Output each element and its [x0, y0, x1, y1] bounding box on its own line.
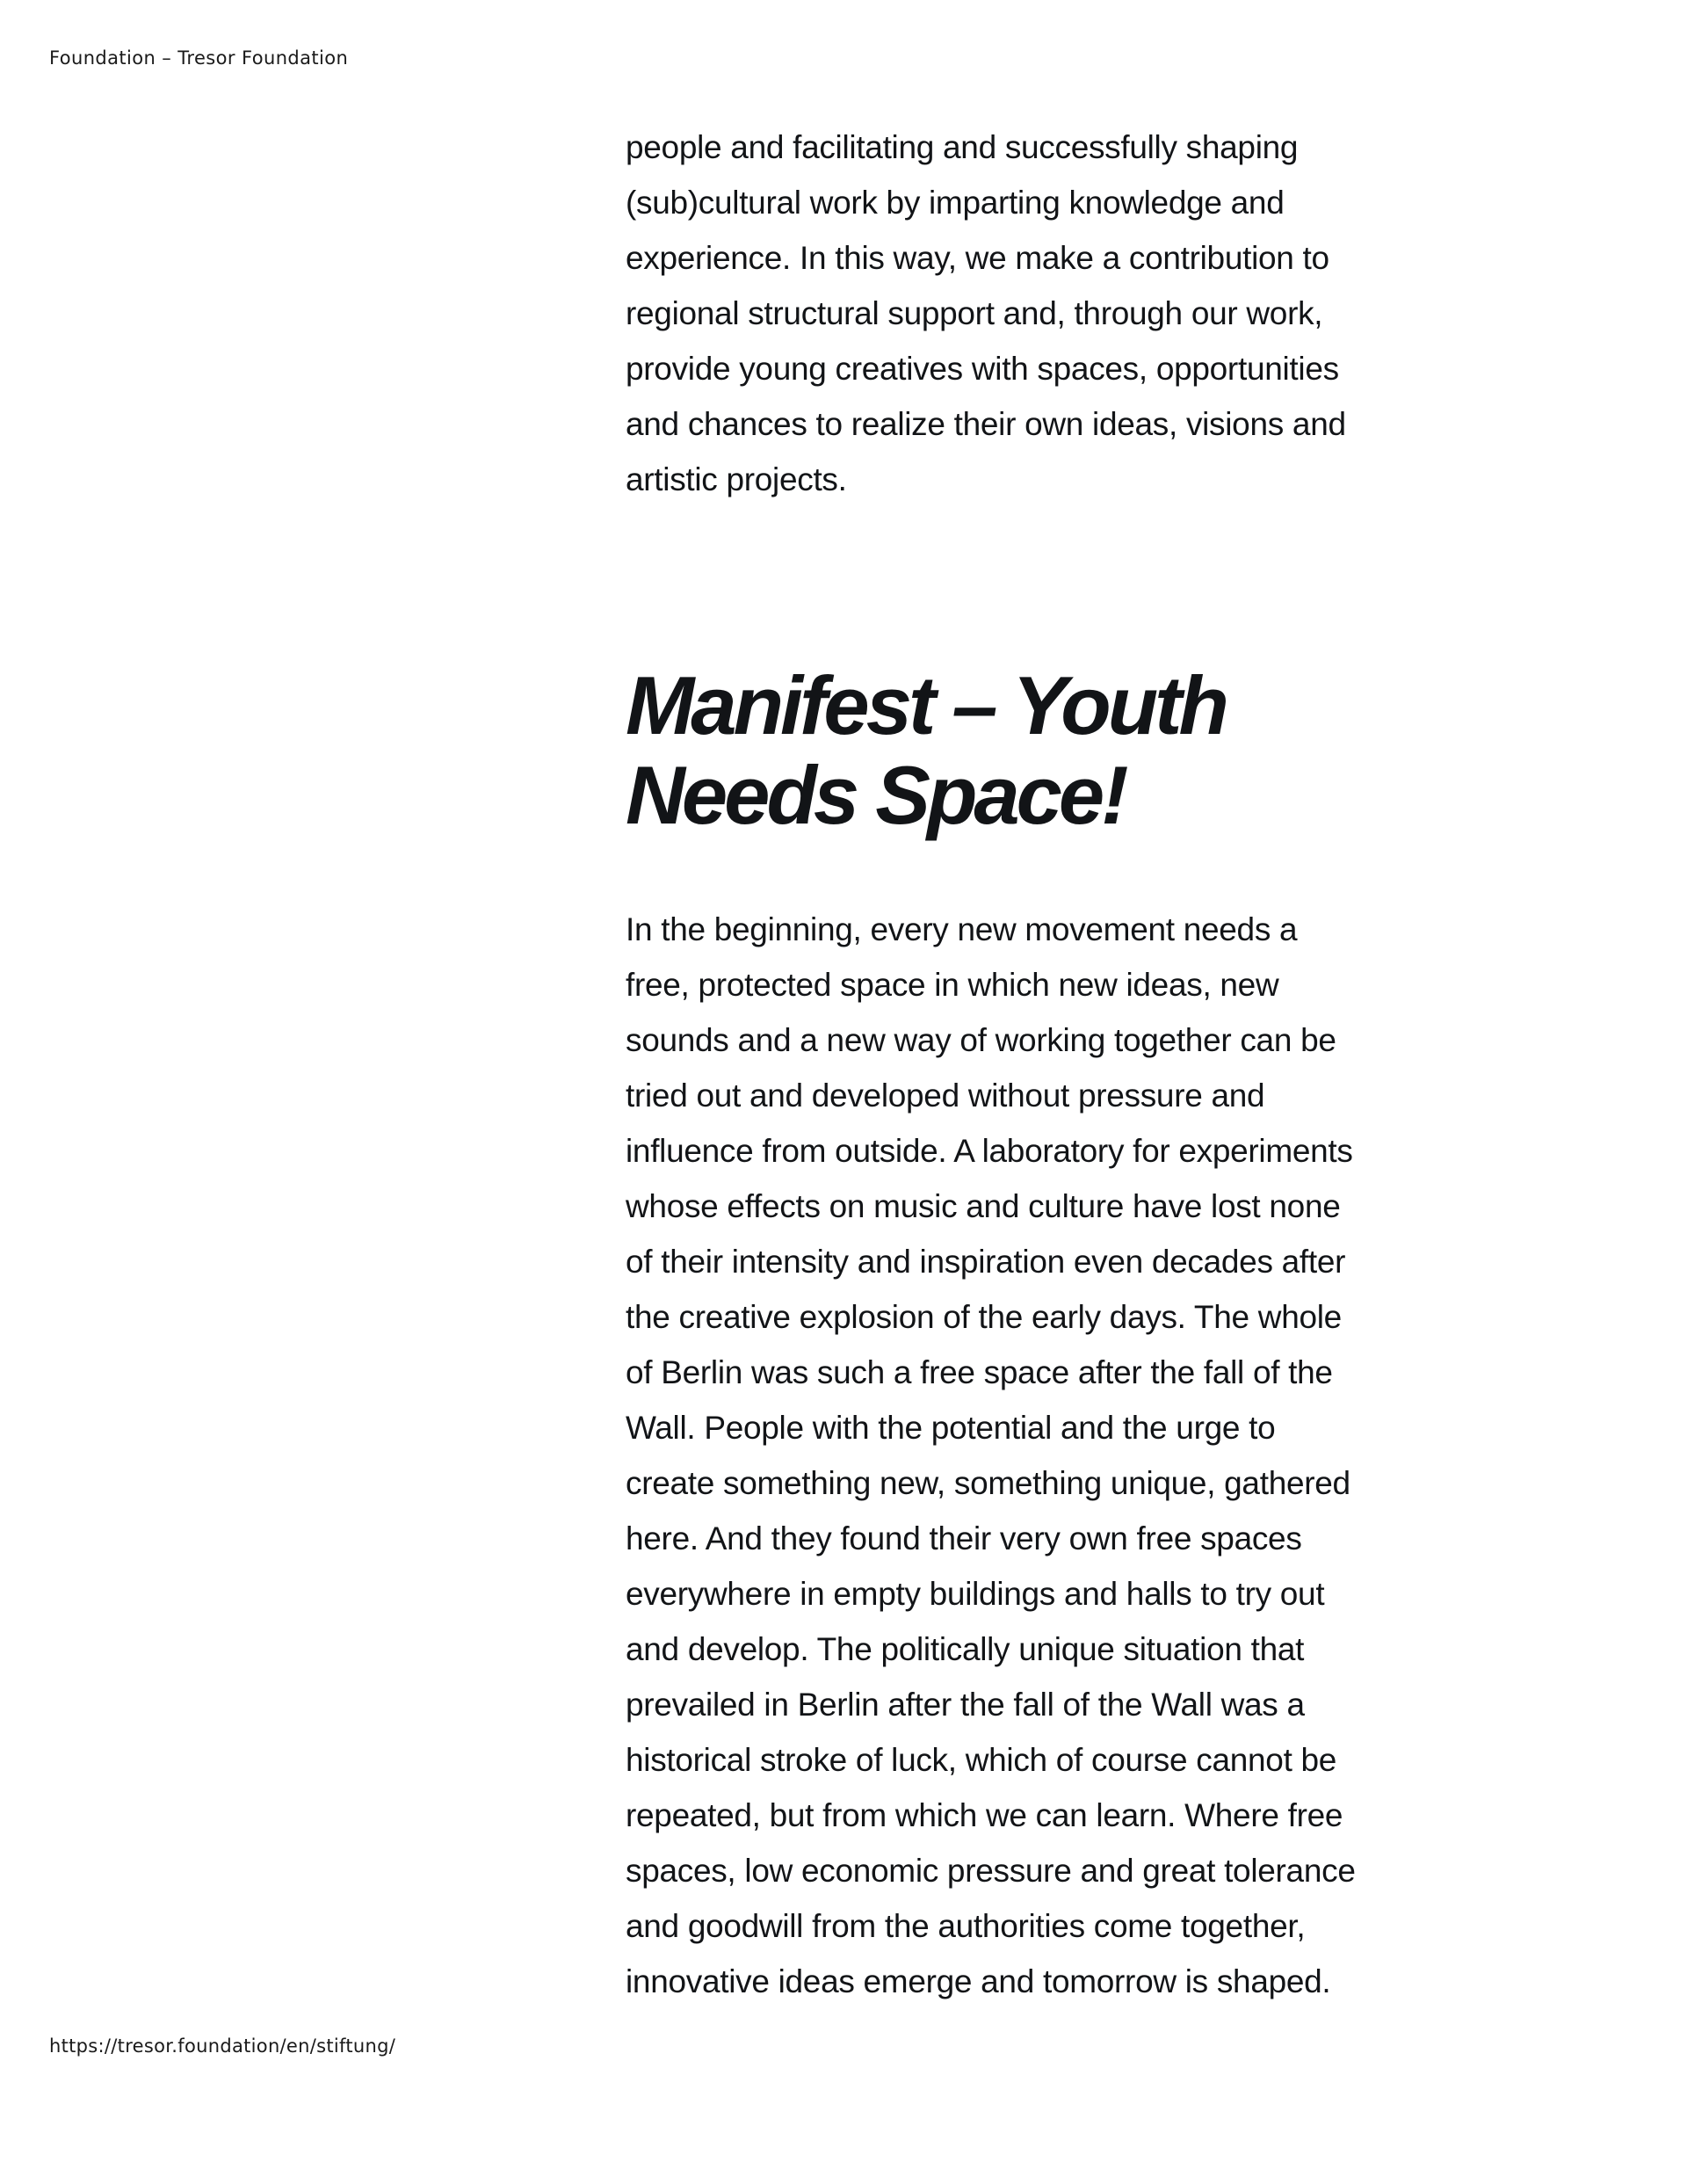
intro-line: people and facilitating and successfully shaping — [626, 129, 1299, 165]
manifest-line: everywhere in empty buildings and halls to try out — [626, 1576, 1325, 1612]
manifest-line: and develop. The politically unique situation that — [626, 1631, 1305, 1667]
manifest-line: sounds and a new way of working together can be — [626, 1022, 1336, 1058]
manifest-heading-line: Needs Space! — [626, 749, 1126, 841]
manifest-line: prevailed in Berlin after the fall of the Wall was a — [626, 1687, 1305, 1723]
manifest-line: tried out and developed without pressure and — [626, 1077, 1265, 1114]
intro-line: provide young creatives with spaces, opportunities — [626, 351, 1339, 387]
manifest-line: free, protected space in which new ideas, new — [626, 967, 1279, 1003]
manifest-line: the creative explosion of the early days. The whole — [626, 1299, 1342, 1335]
manifest-line: influence from outside. A laboratory for experiments — [626, 1133, 1353, 1169]
manifest-line: here. And they found their very own free spaces — [626, 1520, 1302, 1556]
manifest-line: repeated, but from which we can learn. Where free — [626, 1797, 1343, 1833]
intro-line: and chances to realize their own ideas, visions and — [626, 406, 1346, 442]
manifest-line: innovative ideas emerge and tomorrow is shaped. — [626, 1963, 1331, 1999]
intro-line: experience. In this way, we make a contribution to — [626, 240, 1329, 276]
manifest-line: create something new, something unique, gathered — [626, 1465, 1350, 1501]
manifest-line: of Berlin was such a free space after the fall of the — [626, 1354, 1333, 1390]
manifest-heading — [626, 661, 1416, 840]
manifest-line: In the beginning, every new movement needs a — [626, 911, 1298, 947]
manifest-paragraph — [626, 902, 1408, 2009]
intro-line: (sub)cultural work by imparting knowledge and — [626, 185, 1285, 221]
print-footer-url: https://tresor.foundation/en/stiftung/ — [49, 2035, 396, 2057]
print-header-title: Foundation – Tresor Foundation — [49, 47, 349, 69]
manifest-line: whose effects on music and culture have lost none — [626, 1188, 1341, 1224]
manifest-line: and goodwill from the authorities come together, — [626, 1908, 1306, 1944]
intro-line: regional structural support and, through our work, — [626, 295, 1323, 331]
manifest-line: historical stroke of luck, which of course cannot be — [626, 1742, 1337, 1778]
intro-line: artistic projects. — [626, 461, 847, 497]
manifest-line: Wall. People with the potential and the urge to — [626, 1410, 1276, 1446]
intro-paragraph — [626, 120, 1408, 507]
manifest-line: spaces, low economic pressure and great tolerance — [626, 1853, 1356, 1889]
manifest-line: of their intensity and inspiration even decades after — [626, 1244, 1346, 1280]
manifest-heading-line: Manifest – Youth — [626, 659, 1226, 751]
